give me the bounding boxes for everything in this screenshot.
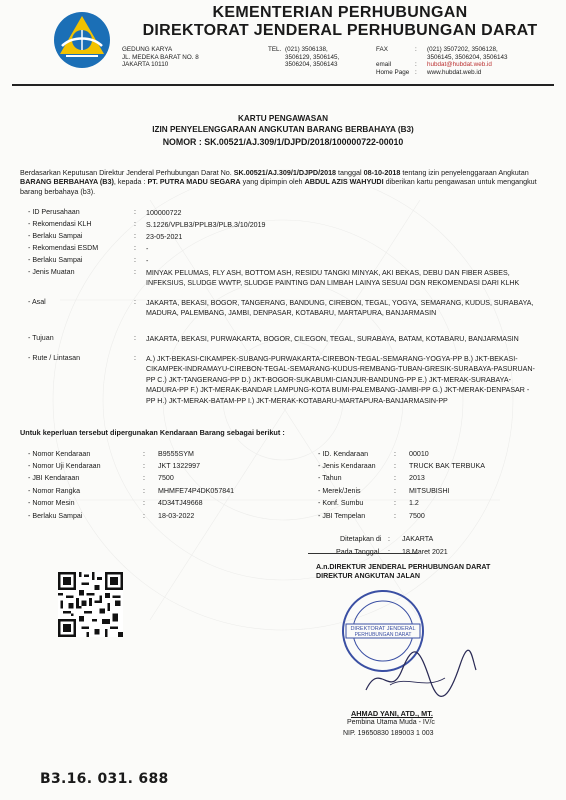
email-label: email (376, 61, 392, 68)
detail-label: - Berlaku Sampai (28, 232, 128, 240)
homepage-colon: : (415, 69, 417, 76)
intro-text: tentang izin penyelenggaraan Angkutan (400, 168, 529, 177)
fax-colon: : (415, 46, 417, 53)
intro-text: diberikan kartu pengawasan untuk mengangkut barang berbahaya (b3). (20, 177, 537, 196)
signer-name: AHMAD YANI, ATD., MT. (351, 709, 433, 718)
intro-paragraph (20, 168, 550, 196)
vehicle-colon: : (143, 512, 145, 520)
leader-name: ABDUL AZIS WAHYUDI (304, 177, 384, 187)
vehicle-label: - Nomor Uji Kendaraan (28, 462, 112, 470)
ministry-logo-icon (52, 10, 112, 70)
date-value: 18 Maret 2021 (402, 548, 448, 556)
vehicle-value: 00010 (409, 450, 429, 458)
vehicle-colon: : (143, 474, 145, 482)
vehicle-label: - Berlaku Sampai (28, 512, 112, 520)
vehicle-colon: : (143, 487, 145, 495)
email-colon: : (415, 61, 417, 68)
telephone-line: 3506204, 3506143 (285, 61, 338, 69)
vehicle-label: - Nomor Rangka (28, 487, 112, 495)
detail-label: - Tujuan (28, 334, 128, 342)
serial-number: B3.16. 031. 688 (40, 771, 169, 787)
vehicle-colon: : (143, 450, 145, 458)
intro-text: tanggal (336, 168, 364, 177)
fax-line: (021) 3507202, 3506128, (427, 46, 498, 53)
company-name: PT. PUTRA MADU SEGARA (147, 177, 241, 187)
vehicle-label: - JBI Kendaraan (28, 474, 112, 482)
vehicle-colon: : (394, 474, 396, 482)
telephone-numbers (285, 46, 339, 69)
vehicle-colon: : (394, 512, 396, 520)
vehicle-value: 7500 (158, 474, 174, 482)
address-line: JL. MEDEKA BARAT NO. 8 (122, 53, 199, 61)
ministry-title: KEMENTERIAN PERHUBUNGAN (212, 4, 468, 21)
vehicle-colon: : (394, 462, 396, 470)
office-address (122, 46, 199, 69)
address-line: JAKARTA 10110 (122, 61, 169, 69)
sign-divider (308, 553, 418, 554)
detail-label: - Berlaku Sampai (28, 256, 128, 264)
vehicle-label: - Nomor Kendaraan (28, 450, 112, 458)
detail-label: - Rekomendasi ESDM (28, 244, 128, 252)
decree-number: SK.00521/AJ.309/1/DJPD/2018 (233, 168, 337, 177)
on-behalf-line: A.n.DIREKTUR JENDERAL PERHUBUNGAN DARAT (316, 563, 491, 571)
detail-value: 23-05-2021 (146, 233, 183, 241)
detail-label: - Rekomendasi KLH (28, 220, 128, 228)
vehicle-colon: : (143, 462, 145, 470)
card-title: KARTU PENGAWASAN (237, 114, 329, 123)
detail-colon: : (134, 220, 136, 228)
detail-value: - (146, 257, 149, 265)
cargo-type: BARANG BERBAHAYA (B3) (20, 177, 114, 187)
detail-value: JAKARTA, BEKASI, BOGOR, TANGERANG, BANDUNG, CIREBON, TEGAL, YOGYA, SEMARANG, KUDUS, SURABAYA, MADURA, PALEMBANG, JAMBI, DENPASAR, KOTABARU, MARTAPURA, BANJARMASIN (146, 299, 534, 318)
signer-rank: Pembina Utama Muda - IV/c (347, 719, 435, 726)
fax-label: FAX (376, 46, 388, 53)
on-behalf-line: DIREKTUR ANGKUTAN JALAN (316, 572, 421, 580)
vehicle-value: TRUCK BAK TERBUKA (409, 462, 485, 470)
detail-value: - (146, 245, 149, 253)
detail-label: - Jenis Muatan (28, 268, 128, 276)
detail-colon: : (134, 334, 136, 342)
email-value: hubdat@hubdat.web.id (427, 61, 492, 68)
permit-number: NOMOR : SK.00521/AJ.309/1/DJPD/2018/100000722-00010 (162, 137, 404, 147)
stamp-text: DIREKTORAT JENDERAL (350, 626, 416, 632)
fax-line: 3506145, 3506204, 3506143 (427, 53, 508, 61)
detail-label: - ID Perusahaan (28, 208, 128, 216)
decree-date: 08-10-2018 (363, 168, 401, 177)
detail-value: A.) JKT-BEKASI-CIKAMPEK-SUBANG-PURWAKARTA-CIREBON-TEGAL-SEMARANG-YOGYA-PP B.) JKT-BEKASI-CIKAMPEK-INDRAMAYU-CIREBON-TEGAL-SEMARANG-KUDUS-REMBANG-TUBAN-GRESIK-SURABAYA-PASURUAN-PP C.) JKT-TANGERANG-PP D.) JKT-BOGOR-SUKABUMI-CIANJUR-BANDUNG-PP E.) JKT-MERAK-SURABAYA-MADURA-PP F.) JKT-MERAK-BANDAR LAMPUNG-KOTA BUMI-PALEMBANG-JAMBI-PP G.) JKT-MERAK-DENPASAR -PP H.) JKT-MERAK-BATAM-PP I.) JKT-MERAK-KOTABARU-MARTAPURA-BANJARMASIN-PP (146, 355, 535, 405)
place-label: Ditetapkan di (340, 535, 382, 543)
permit-title: IZIN PENYELENGGARAAN ANGKUTAN BARANG BERBAHAYA (B3) (152, 125, 414, 134)
detail-value: JAKARTA, BEKASI, PURWAKARTA, BOGOR, CILEGON, TEGAL, SURABAYA, BATAM, KOTABARU, BANJARMASIN (146, 335, 519, 343)
detail-colon: : (134, 354, 136, 362)
vehicle-colon: : (143, 499, 145, 507)
vehicle-value: 7500 (409, 512, 425, 520)
vehicle-colon: : (394, 499, 396, 507)
telephone-line: 3506129, 3506145, (285, 53, 340, 61)
detail-value: S.1226/VPLB3/PPLB3/PLB.3/10/2019 (146, 221, 266, 229)
place-value: JAKARTA (402, 535, 434, 543)
signing-authority (316, 563, 530, 581)
detail-label: - Asal (28, 298, 128, 306)
detail-value: 100000722 (146, 209, 182, 217)
vehicle-value: MHMFE74P4DK057841 (158, 487, 235, 495)
vehicle-value: MITSUBISHI (409, 487, 450, 495)
vehicle-value: B9555SYM (158, 450, 194, 458)
detail-colon: : (134, 232, 136, 240)
date-label: Pada Tanggal (336, 548, 380, 556)
stamp-text: PERHUBUNGAN DARAT (354, 632, 412, 638)
directorate-title: DIREKTORAT JENDERAL PERHUBUNGAN DARAT (142, 22, 538, 39)
telephone-label: TEL. (268, 46, 282, 53)
vehicle-label: - Tahun (318, 474, 398, 482)
vehicle-label: - Konf. Sumbu (318, 499, 398, 507)
detail-value: MINYAK PELUMAS, FLY ASH, BOTTOM ASH, RESIDU TANGKI MINYAK, AKI BEKAS, DEBU DAN FIBER ASBES, INFEKSIUS, SLUDGE WWTP, SLUDGE PAINTING DAN LIMBAH LAINYA SESUAI DGN REKOMENDASI DARI KLHK (146, 269, 520, 288)
intro-text: Berdasarkan Keputusan Direktur Jenderal Perhubungan Darat No. (20, 168, 234, 177)
vehicle-value: 2013 (409, 474, 425, 482)
detail-label: - Rute / Lintasan (28, 354, 128, 362)
homepage-label: Home Page (376, 69, 410, 76)
vehicle-value: JKT 1322997 (158, 462, 201, 470)
handwritten-signature-icon (360, 640, 480, 710)
detail-colon: : (134, 244, 136, 252)
intro-text: , kepada : (113, 177, 148, 187)
vehicle-heading: Untuk keperluan tersebut dipergunakan Kendaraan Barang sebagai berikut : (20, 428, 285, 437)
signer-nip: NIP. 19650830 189003 1 003 (343, 730, 434, 737)
detail-colon: : (134, 298, 136, 306)
vehicle-label: - JBI Tempelan (318, 512, 398, 520)
address-line: GEDUNG KARYA (122, 46, 173, 53)
vehicle-colon: : (394, 450, 396, 458)
detail-colon: : (134, 268, 136, 276)
detail-colon: : (134, 256, 136, 264)
homepage-value: www.hubdat.web.id (427, 69, 482, 76)
place-colon: : (388, 535, 390, 543)
header-divider (12, 84, 554, 86)
detail-colon: : (134, 208, 136, 216)
fax-numbers (427, 46, 508, 61)
intro-text: yang dipimpin oleh (240, 177, 305, 187)
vehicle-value: 1.2 (409, 499, 419, 507)
telephone-line: (021) 3506138, (285, 46, 328, 53)
vehicle-label: - ID. Kendaraan (318, 450, 398, 458)
vehicle-value: 4D34TJ49668 (158, 499, 203, 507)
vehicle-label: - Nomor Mesin (28, 499, 112, 507)
date-colon: : (388, 548, 390, 556)
qr-code-icon (58, 572, 123, 637)
vehicle-value: 18-03-2022 (158, 512, 195, 520)
vehicle-label: - Merek/Jenis (318, 487, 398, 495)
vehicle-label: - Jenis Kendaraan (318, 462, 398, 470)
vehicle-colon: : (394, 487, 396, 495)
